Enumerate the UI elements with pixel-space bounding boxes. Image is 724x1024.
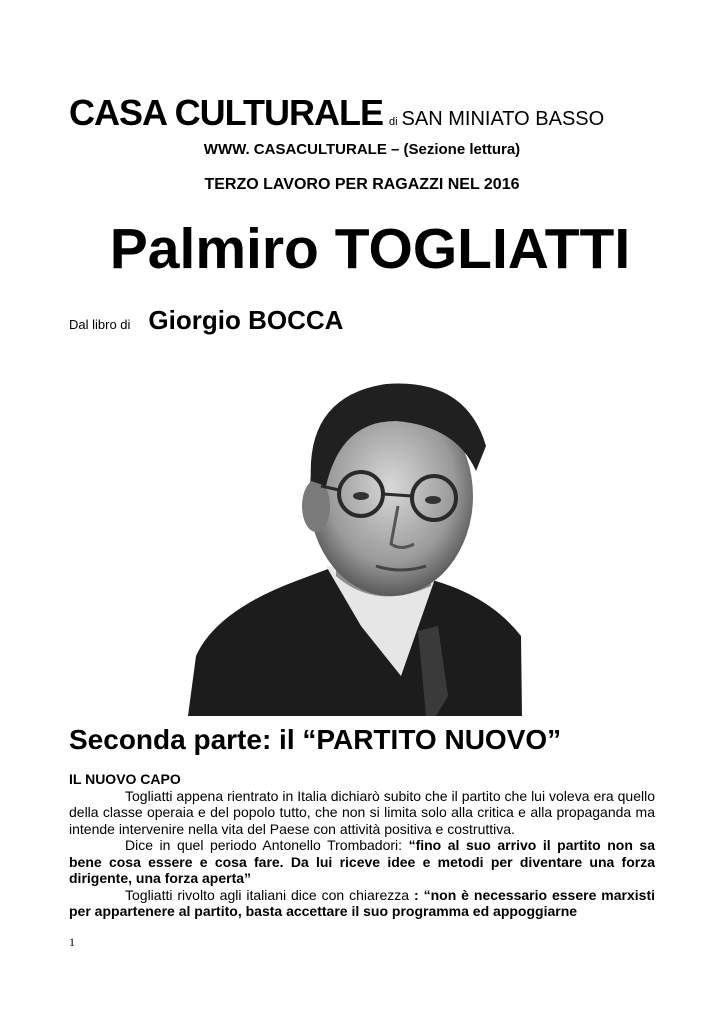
header-place: SAN MINIATO BASSO (401, 108, 605, 130)
work-line: TERZO LAVORO PER RAGAZZI NEL 2016 (204, 176, 520, 193)
main-title: Palmiro TOGLIATTI (109, 217, 631, 281)
paragraph-2-text: Dice in quel periodo Antonello Trombadori: (125, 837, 409, 853)
header-title: CASA CULTURALE (69, 92, 383, 133)
paragraph-1: Togliatti appena rientrato in Italia dichiarò subito che il partito che lui voleva era quello della classe operaia e del popolo tutto, che non si limita solo alla critica e alla propaganda ma intende intervenire nella vita del Paese con attività positiva e costruttiva. (69, 787, 655, 837)
author-name: Giorgio BOCCA (148, 305, 344, 335)
paragraph-3-quote: : “non è necessario essere marxisti per appartenere al partito, basta accettare il suo programma ed appoggiarne (69, 886, 655, 919)
article-body (69, 771, 655, 920)
portrait-photo (186, 376, 526, 716)
header-title-line (69, 92, 604, 134)
paragraph-2-quote: “fino al suo arrivo il partito non sa bene cosa essere e cosa fare. Da lui riceve idee e metodi per diventare una forza dirigente, una forza aperta” (69, 837, 655, 886)
page-number: 1 (69, 935, 75, 949)
from-label: Dal libro di (69, 317, 131, 332)
paragraph-3 (69, 887, 655, 920)
paragraph-3-text: Togliatti rivolto agli italiani dice con chiarezza (125, 886, 414, 903)
book-source (69, 305, 343, 336)
subheading: IL NUOVO CAPO (69, 771, 181, 787)
header-di: di (388, 116, 398, 128)
paragraph-2 (69, 837, 655, 887)
section-title: Seconda parte: il “PARTITO NUOVO” (69, 724, 562, 755)
website-line: WWW. CASACULTURALE – (Sezione lettura) (203, 141, 521, 158)
